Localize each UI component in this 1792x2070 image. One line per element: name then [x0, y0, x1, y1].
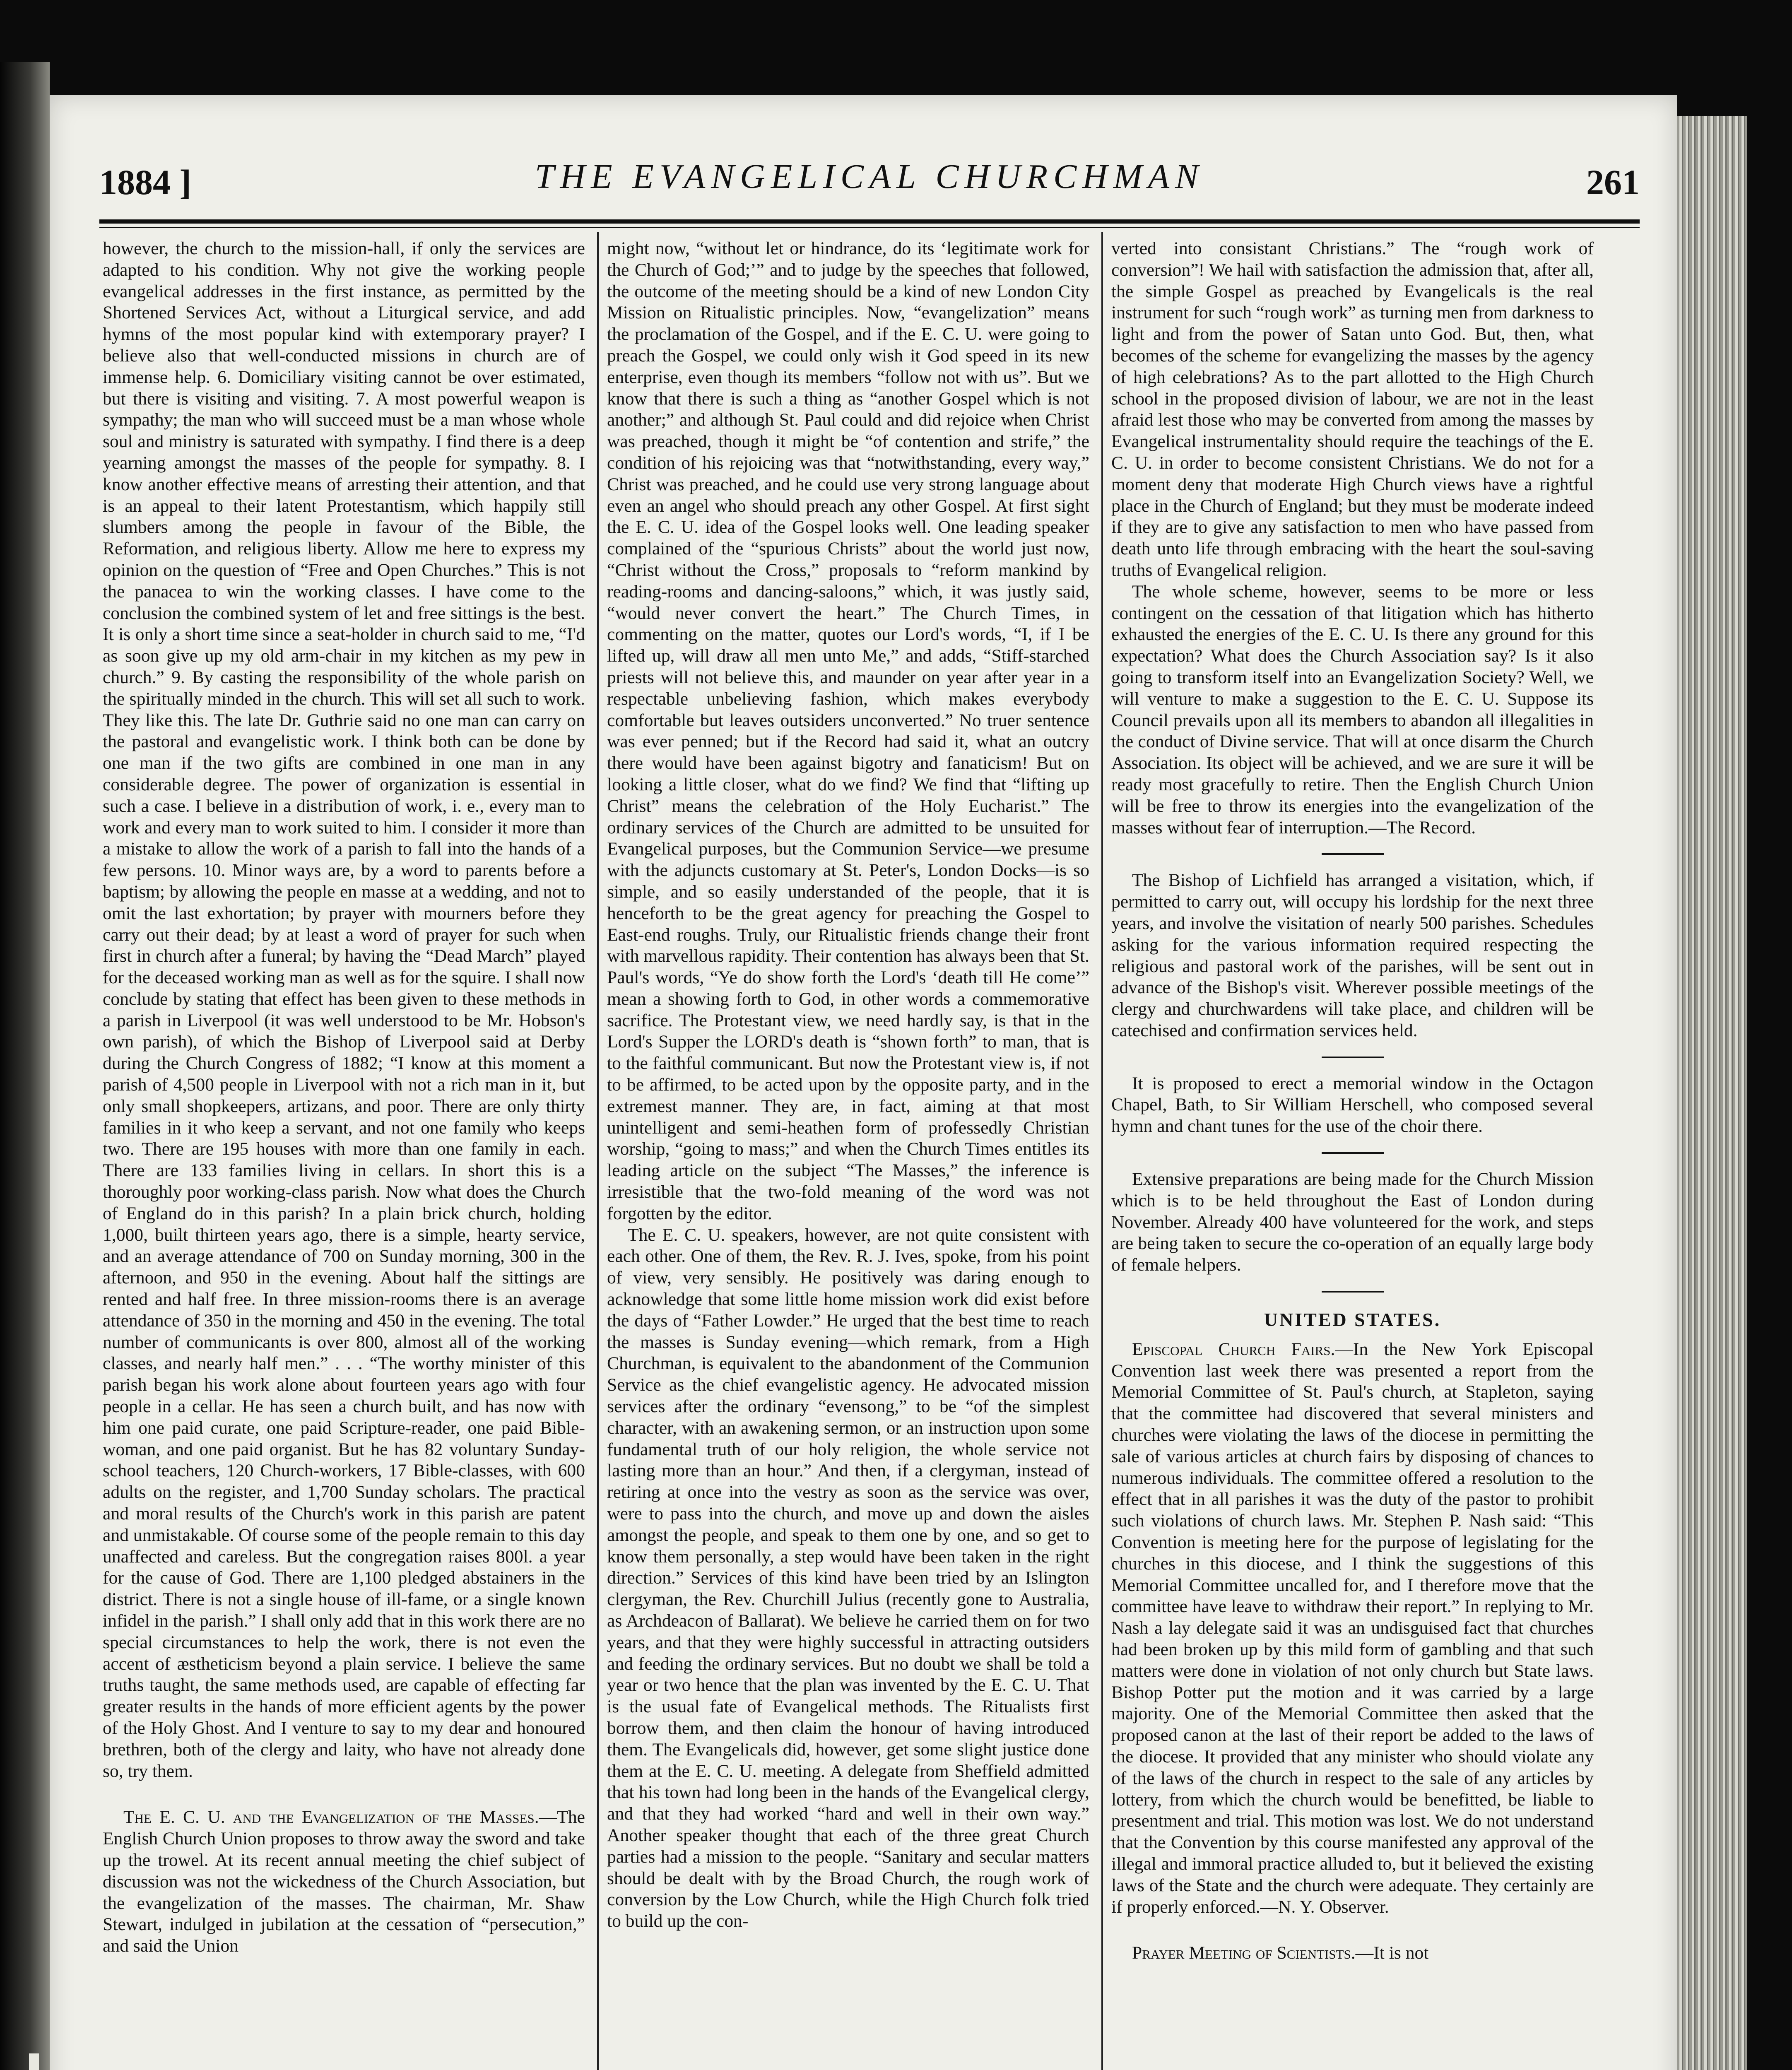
- column-3: [1111, 238, 1594, 2070]
- article-paragraph: verted into consistant Christians.” The “rough work of conversion”! We hail with satisfaction the admission that, after all, the simple Gospel as preached by Evangelicals is the real instrument for such “rough work” as turning men from darkness to light and from the power of Satan unto God. But, then, what becomes of the scheme for evangelizing the masses by the agency of high celebrations? As to the part allotted to the High Church school in the proposed division of labour, we are not in the least afraid lest those who may be converted from among the masses by Evangelical instrumentality should require the teachings of the E. C. U. in order to become consistent Christians. We do not for a moment deny that moderate High Church views have a rightful place in the Church of England; but they must be moderate indeed if they are to give any satisfaction to men who have passed from death unto life through embracing with the heart the soul-saving truths of Evangelical religion.: [1111, 238, 1594, 580]
- news-item: [1111, 1339, 1594, 1918]
- paragraph-body: —The English Church Union proposes to throw away the sword and take up the trowel. At its recent annual meeting the chief subject of discussion was not the wickedness of the Church Association, but the evangelization of the masses. The chairman, Mr. Shaw Stewart, indulged in jubilation at the cessation of “persecution,” and said the Union: [103, 1807, 585, 1956]
- section-separator: [1322, 853, 1384, 855]
- header-rule: [99, 219, 1640, 224]
- paragraph-body: —It is not: [1355, 1943, 1429, 1963]
- column-1: [103, 238, 585, 2070]
- section-separator: [1322, 1291, 1384, 1293]
- section-separator: [1322, 1152, 1384, 1154]
- running-year: 1884 ]: [99, 162, 192, 202]
- article-paragraph: The E. C. U. speakers, however, are not quite consistent with each other. One of them, the Rev. R. J. Ives, spoke, from his point of view, very sensibly. He positively was daring enough to acknowledge that some little home mission work did exist before the days of “Father Lowder.” He urged that the best time to reach the masses is Sunday evening—which remark, from a High Churchman, is equivalent to the abandonment of the Communion Service as the chief evangelistic agency. He advocated mission services after the ordinary “evensong,” to be “of the simplest character, with an awakening sermon, or an instruction upon some fundamental truth of our holy religion, the whole service not lasting more than an hour.” And then, if a clergyman, instead of retiring at once into the vestry as soon as the service was over, were to pass into the church, and move up and down the aisles amongst the people, and speak to them one by one, and so get to know them personally, a step would have been taken in the right direction.” Services of this kind have been tried by an Islington clergyman, the Rev. Churchill Julius (recently gone to Australia, as Archdeacon of Ballarat). We believe he carried them on for two years, and that they were highly successful in attracting outsiders and feeding the ordinary services. But no doubt we shall be told a year or two hence that the plan was invented by the E. C. U. That is the usual fate of Evangelical methods. The Ritualists first borrow them, and then claim the honour of having introduced them. The Evangelicals did, however, get some slight justice done them at the E. C. U. meeting. A delegate from Sheffield admitted that his town had long been in the hands of the Evangelical clergy, and that they had worked “hard and well in their own way.” Another speaker thought that each of the three great Church parties had a mission to the people. “Sanitary and secular matters should be dealt with by the Broad Church, the rough work of conversion by the Low Church, while the High Church folk tried to build up the con-: [607, 1225, 1089, 1931]
- page-edges-right: [1677, 116, 1747, 2070]
- paragraph-lead: Episcopal Church Fairs.: [1132, 1339, 1335, 1359]
- column-2: [607, 238, 1089, 2070]
- column-divider: [1101, 232, 1103, 2070]
- column-divider: [597, 232, 599, 2070]
- header-rule-thin: [99, 227, 1640, 228]
- paragraph-body: —In the New York Episcopal Convention last week there was presented a report from the Memorial Committee of St. Paul's church, at Stapleton, saying that the committee had discovered that several ministers and churches were violating the laws of the diocese in permitting the sale of various articles at church fairs by disposing of chances to numerous individuals. The committee offered a resolution to the effect that in all parishes it was the duty of the pastor to prohibit such violations of church laws. Mr. Stephen P. Nash said: “This Convention is meeting here for the purpose of legislating for the churches in this diocese, and I think the suggestions of this Memorial Committee uncalled for, and I therefore move that the committee have leave to withdraw their report.” In replying to Mr. Nash a lay delegate said it was an undisguised fact that churches had been broken up by this mild form of gambling and that such matters were done in violation of not only church but State laws. Bishop Potter put the motion and it was carried by a large majority. One of the Memorial Committee then asked that the proposed canon at the last of their report be added to the laws of the diocese. It provided that any minister who should violate any of the laws of the church in respect to the sale of any articles by lottery, from which the church would be benefitted, be liable to presentment and trial. This motion was lost. We do not understand that the Convention by this course manifested any approval of the illegal and immoral practice alluded to, but it believed the existing laws of the State and the church were adequate. They certainly are if properly enforced.—N. Y. Observer.: [1111, 1339, 1594, 1917]
- article-paragraph: however, the church to the mission-hall, if only the services are adapted to his condition. Why not give the working people evangelical addresses in the first instance, as permitted by the Shortened Services Act, without a Liturgical service, and add hymns of the most popular kind with extemporary prayer? I believe also that well-conducted missions in church are of immense help. 6. Domiciliary visiting cannot be over estimated, but there is visiting and visiting. 7. A most powerful weapon is sympathy; the man who will succeed must be a man whose whole soul and ministry is saturated with sympathy. I find there is a deep yearning amongst the masses of the people for sympathy. 8. I know another effective means of arresting their attention, and that is an appeal to their latent Protestantism, which happily still slumbers among the people in favour of the Bible, the Reformation, and religious liberty. Allow me here to express my opinion on the question of “Free and Open Churches.” This is not the panacea to win the working classes. I have come to the conclusion the combined system of let and free sittings is the best. It is only a short time since a seat-holder in church said to me, “I'd as soon give up my old arm-chair in my kitchen as my pew in church.” 9. By casting the responsibility of the whole parish on the spiritually minded in the church. This will set all such to work. They like this. The late Dr. Guthrie said no one man can carry on the pastoral and evangelistic work. I think both can be done by one man if the two gifts are combined in one man in any considerable degree. The power of organization is essential in such a case. I believe in a distribution of work, i. e., every man to work and every man to work suited to him. I consider it more than a mistake to allow the work of a parish to fall into the hands of a few persons. 10. Minor ways are, by a word to parents before a baptism; by allowing the people en masse at a wedding, and not to omit the last exhortation; by prayer with mourners before they carry out their dead; by at least a word of prayer for such when first in church after a funeral; by having the “Dead March” played for the deceased working man as well as for the squire. I shall now conclude by stating that effect has been given to these methods in a parish in Liverpool (it was well understood to be Mr. Hobson's own parish), of which the Bishop of Liverpool said at Derby during the Church Congress of 1882; “I know at this moment a parish of 4,500 people in Liverpool with not a rich man in it, but only small shopkeepers, artizans, and poor. There are only thirty families in it who keep a servant, and not one family who keeps two. There are 195 houses with more than one family in each. There are 133 families living in cellars. In short this is a thoroughly poor working-class parish. Now what does the Church of England do in this parish? In a plain brick church, holding 1,000, built thirteen years ago, there is a simple, hearty service, and an average attendance of 700 on Sunday morning, 300 in the afternoon, and 950 in the evening. About half the sittings are rented and half free. In three mission-rooms there is an average attendance of 350 in the morning and 450 in the evening. The total number of communicants is over 800, almost all of the working classes, and nearly half men.” . . . “The worthy minister of this parish began his work alone about fourteen years ago with four people in a cellar. He has seen a church built, and has now with him one paid curate, one paid Scripture-reader, one paid Bible-woman, and one paid organist. But he has 82 voluntary Sunday-school teachers, 120 Church-workers, 17 Bible-classes, with 600 adults on the register, and 1,700 Sunday scholars. The practical and moral results of the Church's work in this parish are patent and unmistakable. Of course some of the people remain to this day unaffected and careless. But the congregation raises 800l. a year for the cause of God. There are 1,100 pledged abstainers in the district. There is not a single house of ill-fame, or a single known infidel in the parish.” I shall only add that in this work there are no special circumstances to help the work, there is not even the accent of æstheticism beyond a plain service. I believe the same truths taught, the same methods used, are capable of effecting far greater results in the hands of more efficient agents by the power of the Holy Ghost. And I venture to say to my dear and honoured brethren, both of the clergy and laity, who have not already done so, try them.: [103, 238, 585, 1781]
- publication-title: THE EVANGELICAL CHURCHMAN: [535, 157, 1204, 196]
- section-heading: UNITED STATES.: [1264, 1309, 1441, 1331]
- article-paragraph: [103, 1807, 585, 1957]
- page-number: 261: [1586, 162, 1640, 202]
- article-paragraph: might now, “without let or hindrance, do its ‘legitimate work for the Church of God;’” and to judge by the speeches that followed, the outcome of the meeting should be a kind of new London City Mission on Ritualistic principles. Now, “evangelization” means the proclamation of the Gospel, and if the E. C. U. were going to preach the Gospel, we could only wish it God speed in its new enterprise, even though its members “follow not with us”. But we know that there is such a thing as “another Gospel which is not another;” and although St. Paul could and did rejoice when Christ was preached, though it might be “of contention and strife,” the condition of his rejoicing was that “notwithstanding, every way,” Christ was preached, and he could use very strong language about even an angel who should preach any other Gospel. At first sight the E. C. U. idea of the Gospel looks well. One leading speaker complained of the “spurious Christs” about the world just now, “Christ without the Cross,” proposals to “reform mankind by reading-rooms and dancing-saloons,” which, it was justly said, “would never convert the heart.” The Church Times, in commenting on the matter, quotes our Lord's words, “I, if I be lifted up, will draw all men unto Me,” and adds, “Stiff-starched priests will not believe this, and maunder on year after year in a respectable unbelieving fashion, which makes everybody comfortable but leaves outsiders unconverted.” No truer sentence was ever penned; but if the Record had said it, what an outcry there would have been against bigotry and fanaticism! But on looking a little closer, what do we find? We find that “lifting up Christ” means the celebration of the Holy Eucharist.” The ordinary services of the Church are admitted to be unsuited for Evangelical purposes, but the Communion Service—we presume with the adjuncts customary at St. Peter's, London Docks—is so simple, and so easily understanded of the people, that it is henceforth to be the great agency for preaching the Gospel to East-end roughs. Truly, our Ritualistic friends change their front with marvellous rapidity. Their contention has always been that St. Paul's words, “Ye do show forth the Lord's ‘death till He come’” mean a showing forth to God, in other words a commemorative sacrifice. The Protestant view, we need hardly say, is that in the Lord's Supper the LORD's death is “shown forth” to man, that is to the faithful communicant. But now the Protestant view is, if not to be affirmed, to be acted upon by the opposite party, and in the extremest manner. They are, in fact, aiming at that most unintelligent and semi-heathen form of professedly Christian worship, “going to mass;” and when the Church Times entitles its leading article on the subject “The Masses,” the inference is irresistible that the two-fold meaning of the word was not forgotten by the editor.: [607, 238, 1089, 1223]
- article-paragraph: The whole scheme, however, seems to be more or less contingent on the cessation of that litigation which has hitherto exhausted the energies of the E. C. U. Is there any ground for this expectation? What does the Church Association say? Is it also going to transform itself into an Evangelization Society? Well, we will venture to make a suggestion to the E. C. U. Suppose its Council prevails upon all its members to abandon all illegalities in the conduct of Divine service. That will at once disarm the Church Association. Its object will be achieved, and we are sure it will be ready most gracefully to retire. Then the English Church Union will be free to throw its energies into the evangelization of the masses without fear of interruption.—The Record.: [1111, 581, 1594, 838]
- newspaper-page: [50, 95, 1677, 2070]
- paragraph-lead: The E. C. U. and the Evangelization of the Masses.: [123, 1807, 539, 1827]
- section-separator: [1322, 1057, 1384, 1058]
- news-item: The Bishop of Lichfield has arranged a visitation, which, if permitted to carry out, will occupy his lordship for the next three years, and involve the visitation of nearly 500 parishes. Schedules asking for the various information required respecting the religious and pastoral work of the parishes, will be sent out in advance of the Bishop's visit. Wherever possible meetings of the clergy and churchwardens will take place, and children will be catechised and confirmation services held.: [1111, 870, 1594, 1040]
- paragraph-lead: Prayer Meeting of Scientists.: [1132, 1943, 1356, 1963]
- news-item: Extensive preparations are being made for the Church Mission which is to be held throughout the East of London during November. Already 400 have volunteered for the work, and steps are being taken to secure the co-operation of an equally large body of female helpers.: [1111, 1169, 1594, 1275]
- news-item: It is proposed to erect a memorial window in the Octagon Chapel, Bath, to Sir William Herschell, who composed several hymn and chant tunes for the use of the choir there.: [1111, 1073, 1594, 1136]
- running-head: [99, 149, 1640, 219]
- news-item: [1111, 1942, 1594, 1964]
- book-spine-left: [0, 62, 50, 2070]
